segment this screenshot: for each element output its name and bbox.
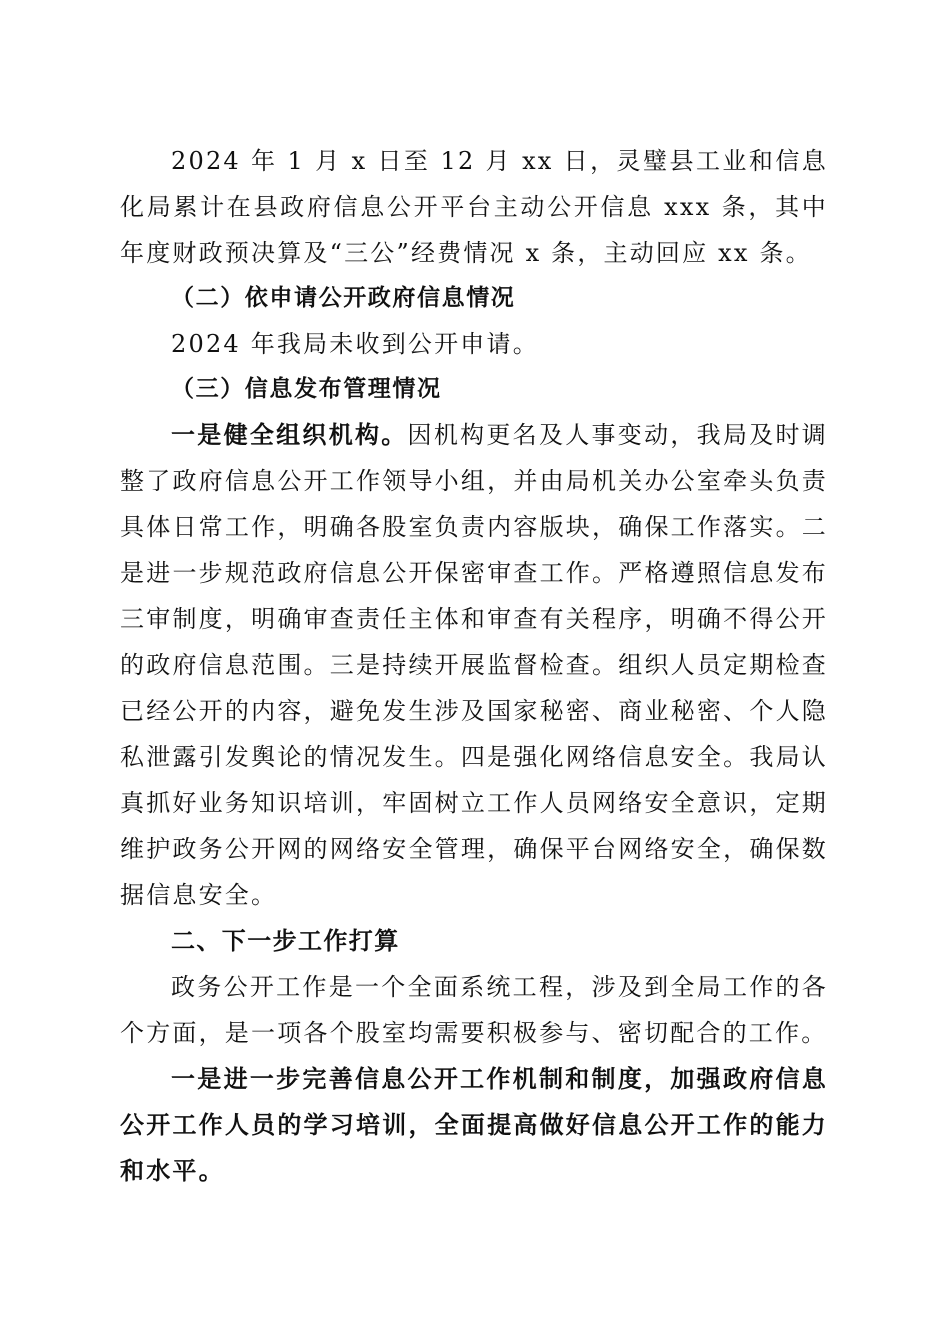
paragraph-lead-phrase: 一是健全组织机构。 bbox=[171, 420, 408, 449]
paragraph-info-release bbox=[120, 412, 828, 918]
paragraph-next-steps-overview: 政务公开工作是一个全面系统工程，涉及到全局工作的各个方面，是一项各个股室均需要积极参与、密切配合的工作。 bbox=[120, 973, 828, 1047]
paragraph-intro: 2024 年 1 月 x 日至 12 月 xx 日，灵璧县工业和信息化局累计在县政府信息公开平台主动公开信息 xxx 条，其中年度财政预决算及“三公”经费情况 x 条，主动回应 xx 条。 bbox=[120, 147, 828, 267]
section-heading-info-release: （三）信息发布管理情况 bbox=[171, 376, 442, 402]
paragraph-apply-disclosure: 2024 年我局未收到公开申请。 bbox=[171, 330, 539, 358]
section-heading-apply-disclosure: （二）依申请公开政府信息情况 bbox=[171, 285, 516, 311]
document-body bbox=[120, 138, 828, 1194]
paragraph-body-text: 因机构更名及人事变动，我局及时调整了政府信息公开工作领导小组，并由局机关办公室牵头负责具体日常工作，明确各股室负责内容版块，确保工作落实。二是进一步规范政府信息公开保密审查工作。严格遵照信息发布三审制度，明确审查责任主体和审查有关程序，明确不得公开的政府信息范围。三是持续开展监督检查。组织人员定期检查已经公开的内容，避免发生涉及国家秘密、商业秘密、个人隐私泄露引发舆论的情况发生。四是强化网络信息安全。我局认真抓好业务知识培训，牢固树立工作人员网络安全意识，定期维护政务公开网的网络安全管理，确保平台网络安全，确保数据信息安全。 bbox=[120, 421, 828, 909]
paragraph-next-steps-item-1: 一是进一步完善信息公开工作机制和制度，加强政府信息公开工作人员的学习培训，全面提高做好信息公开工作的能力和水平。 bbox=[120, 1064, 828, 1185]
section-heading-next-steps: 二、下一步工作打算 bbox=[171, 927, 400, 955]
